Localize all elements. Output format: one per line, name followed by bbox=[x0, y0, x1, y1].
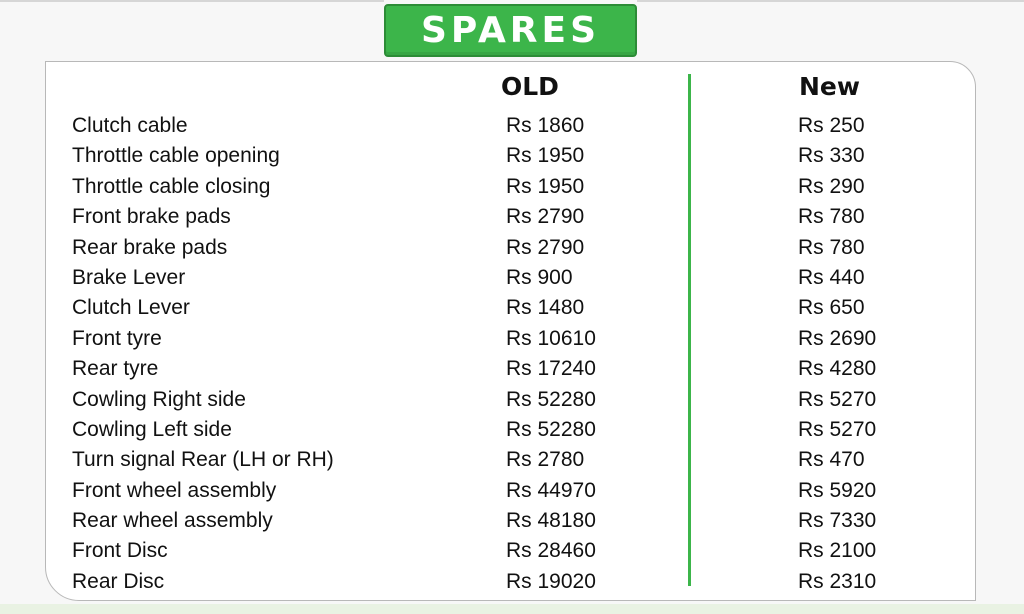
new-price: Rs 250 bbox=[798, 114, 865, 137]
part-name: Front brake pads bbox=[72, 205, 231, 229]
new-price: Rs 5270 bbox=[798, 387, 877, 411]
part-name: Clutch cable bbox=[72, 114, 188, 137]
old-price: Rs 900 bbox=[506, 265, 573, 289]
old-price: Rs 1480 bbox=[506, 296, 585, 320]
table-row bbox=[0, 141, 1024, 171]
top-border-left bbox=[0, 0, 384, 2]
part-name: Front tyre bbox=[72, 326, 162, 350]
new-price: Rs 330 bbox=[798, 144, 865, 168]
new-price: Rs 7330 bbox=[798, 509, 877, 533]
old-price: Rs 19020 bbox=[506, 569, 596, 593]
part-name: Clutch Lever bbox=[72, 296, 190, 320]
table-row bbox=[0, 202, 1024, 232]
new-price: Rs 5270 bbox=[798, 417, 877, 441]
old-price: Rs 52280 bbox=[506, 417, 596, 441]
spares-title: SPARES bbox=[420, 10, 601, 51]
table-row bbox=[0, 385, 1024, 415]
part-name: Turn signal Rear (LH or RH) bbox=[72, 448, 334, 472]
part-name: Cowling Left side bbox=[72, 417, 232, 441]
price-rows bbox=[0, 111, 1024, 597]
part-name: Brake Lever bbox=[72, 265, 186, 289]
old-price: Rs 10610 bbox=[506, 326, 596, 350]
new-price: Rs 4280 bbox=[798, 357, 877, 381]
new-column-header: New bbox=[799, 72, 860, 101]
new-price: Rs 780 bbox=[798, 235, 865, 259]
part-name: Rear wheel assembly bbox=[72, 509, 273, 533]
table-row bbox=[0, 111, 1024, 141]
old-price: Rs 1950 bbox=[506, 144, 585, 168]
part-name: Throttle cable opening bbox=[72, 144, 280, 168]
top-border-right bbox=[637, 0, 1024, 2]
table-row bbox=[0, 233, 1024, 263]
new-price: Rs 5920 bbox=[798, 478, 877, 502]
new-price: Rs 2690 bbox=[798, 326, 877, 350]
table-row bbox=[0, 293, 1024, 323]
old-price: Rs 1950 bbox=[506, 174, 585, 198]
part-name: Front wheel assembly bbox=[72, 478, 277, 502]
table-row bbox=[0, 324, 1024, 354]
spares-title-badge bbox=[384, 4, 637, 57]
part-name: Rear brake pads bbox=[72, 235, 228, 259]
old-column-header: OLD bbox=[501, 72, 559, 101]
table-row bbox=[0, 263, 1024, 293]
new-price: Rs 290 bbox=[798, 174, 865, 198]
part-name: Front Disc bbox=[72, 539, 168, 563]
part-name: Rear Disc bbox=[72, 569, 165, 593]
part-name: Rear tyre bbox=[72, 357, 159, 381]
bottom-accent-strip bbox=[0, 604, 1024, 614]
new-price: Rs 440 bbox=[798, 265, 865, 289]
part-name: Cowling Right side bbox=[72, 387, 246, 411]
old-price: Rs 44970 bbox=[506, 478, 596, 502]
new-price: Rs 470 bbox=[798, 448, 865, 472]
table-row bbox=[0, 506, 1024, 536]
table-row bbox=[0, 445, 1024, 475]
table-row bbox=[0, 536, 1024, 566]
part-name: Throttle cable closing bbox=[72, 174, 271, 198]
old-price: Rs 52280 bbox=[506, 387, 596, 411]
new-price: Rs 650 bbox=[798, 296, 865, 320]
old-price: Rs 2780 bbox=[506, 448, 585, 472]
old-price: Rs 2790 bbox=[506, 235, 585, 259]
old-price: Rs 2790 bbox=[506, 205, 585, 229]
table-row bbox=[0, 354, 1024, 384]
table-row bbox=[0, 476, 1024, 506]
old-price: Rs 28460 bbox=[506, 539, 596, 563]
old-price: Rs 1860 bbox=[506, 114, 585, 137]
table-row bbox=[0, 172, 1024, 202]
table-row bbox=[0, 567, 1024, 597]
old-price: Rs 48180 bbox=[506, 509, 596, 533]
new-price: Rs 2100 bbox=[798, 539, 877, 563]
new-price: Rs 780 bbox=[798, 205, 865, 229]
new-price: Rs 2310 bbox=[798, 569, 877, 593]
old-price: Rs 17240 bbox=[506, 357, 596, 381]
table-row bbox=[0, 415, 1024, 445]
